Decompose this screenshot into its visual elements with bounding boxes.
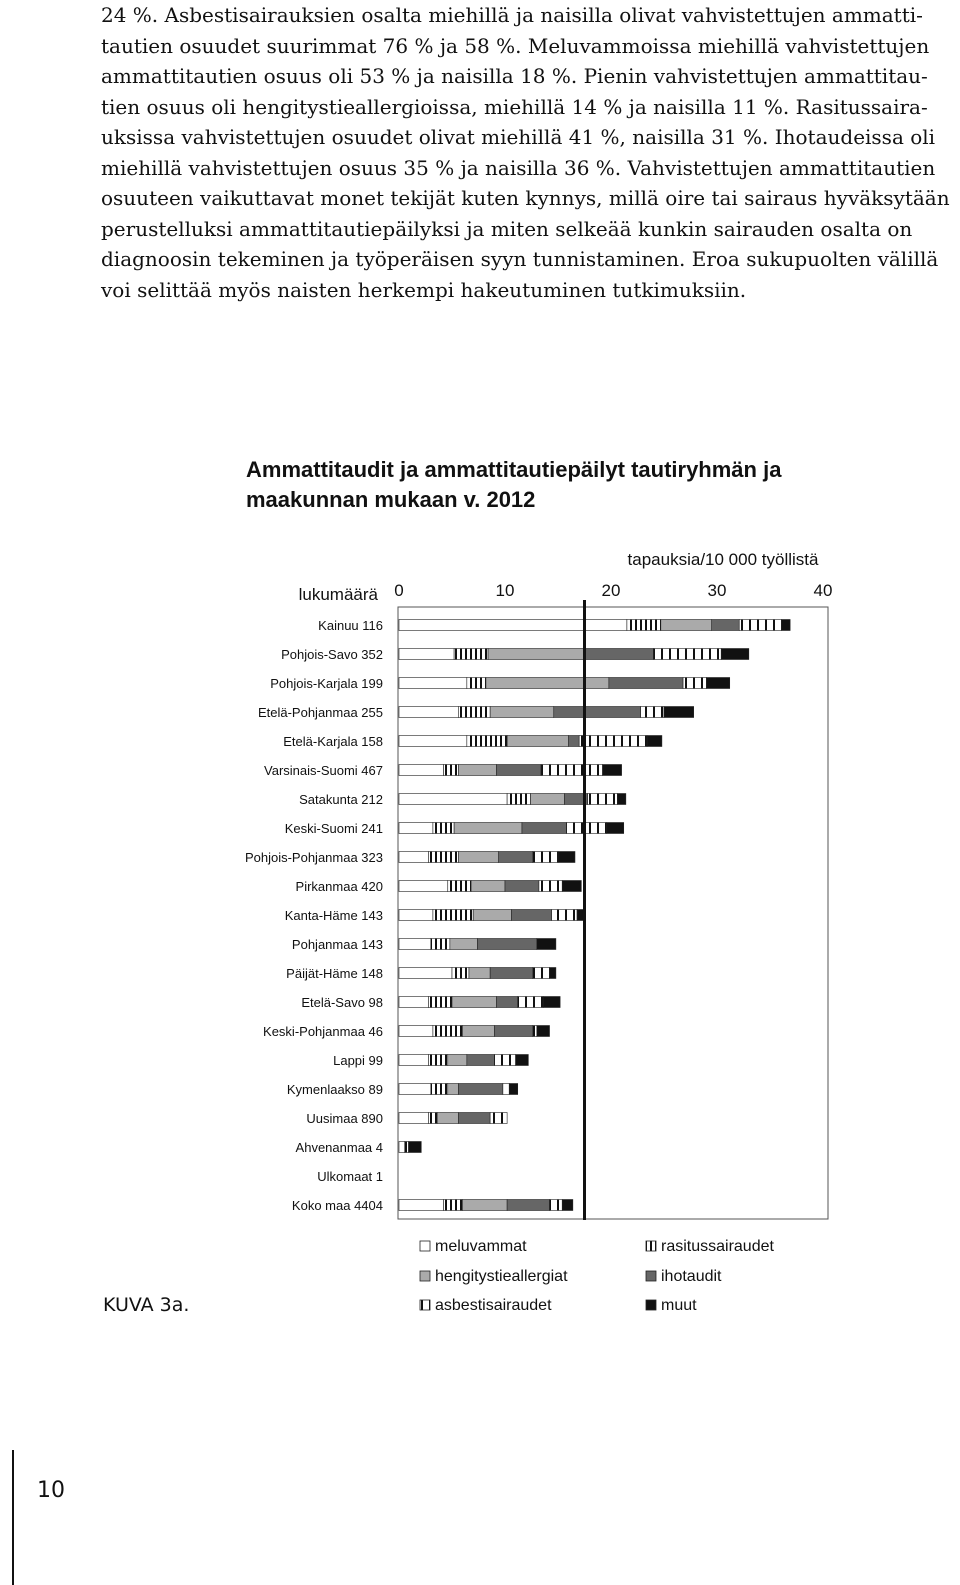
bar-segment-rasitussairaudet (448, 881, 471, 892)
bar-segment-asbestisairaudet (533, 1026, 537, 1037)
bar-segment-muut (721, 649, 749, 660)
category-label: Pirkanmaa 420 (295, 879, 383, 894)
category-label: Kymenlaakso 89 (286, 1082, 383, 1097)
bar-segment-meluvammat (399, 852, 429, 863)
category-label: Kanta-Häme 143 (284, 908, 383, 923)
bar-segment-hengitystieallergiat (448, 1084, 459, 1095)
bar-segment-muut (537, 939, 556, 950)
category-label: Pohjois-Savo 352 (281, 647, 383, 662)
bar-segment-muut (782, 620, 790, 631)
x-tick-label: 20 (601, 581, 621, 600)
bar-segment-meluvammat (399, 968, 452, 979)
bar-segment-hengitystieallergiat (507, 736, 568, 747)
body-line: 24 %. Asbestisairauksien osalta miehillä ja naisilla olivat vahvistettujen ammatti- (101, 3, 923, 27)
bar-segment-rasitussairaudet (433, 1026, 463, 1037)
category-label: Ahvenanmaa 4 (295, 1140, 383, 1155)
bar-segment-asbestisairaudet (541, 765, 602, 776)
category-label: Uusimaa 890 (306, 1111, 383, 1126)
bar-segment-muut (558, 852, 575, 863)
category-label: Lappi 99 (333, 1053, 383, 1068)
bar-segment-rasitussairaudet (444, 765, 459, 776)
category-label: Etelä-Karjala 158 (283, 734, 383, 749)
body-line: uksissa vahvistettujen osuudet olivat miehillä 41 %, naisilla 31 %. Ihotaudeissa oli (101, 125, 936, 149)
bar-segment-ihotaudit (467, 1055, 495, 1066)
bar-segment-meluvammat (399, 794, 507, 805)
legend-label-meluvammat: meluvammat (435, 1238, 527, 1255)
bar-segment-rasitussairaudet (627, 620, 661, 631)
bar-segment-muut (706, 678, 729, 689)
bar-segment-hengitystieallergiat (473, 910, 511, 921)
bar-segment-ihotaudit (458, 1084, 503, 1095)
bar-segment-rasitussairaudet (433, 823, 454, 834)
bar-segment-hengitystieallergiat (463, 1026, 495, 1037)
bar-segment-meluvammat (399, 1026, 433, 1037)
bar-segment-ihotaudit (505, 881, 539, 892)
bar-segment-asbestisairaudet (588, 794, 618, 805)
bar-segment-asbestisairaudet (566, 823, 606, 834)
category-label: Pohjanmaa 143 (291, 937, 383, 952)
bar-segment-ihotaudit (507, 1200, 549, 1211)
bar-segment-asbestisairaudet (533, 852, 558, 863)
bar-segment-meluvammat (399, 1084, 431, 1095)
x-tick-label: 40 (813, 581, 833, 600)
chart-legend (420, 1238, 775, 1314)
chart-title: Ammattitaudit ja ammattitautiepäilyt tautiryhmän ja maakunnan mukaan v. 2012 (246, 457, 782, 512)
bar-segment-hengitystieallergiat (490, 707, 554, 718)
body-line: miehillä vahvistettujen osuus 35 % ja naisilla 36 %. Vahvistettujen ammattitautien (101, 155, 936, 180)
body-line: ammattitautien osuus oli 53 % ja naisilla 18 %. Pienin vahvistettujen ammattitau- (101, 64, 928, 88)
x-tick-label: 0 (394, 581, 404, 600)
bar-segment-hengitystieallergiat (486, 678, 609, 689)
body-line: diagnoosin tekeminen ja työperäisen syyn tunnistaminen. Eroa sukupuolten välillä (101, 247, 939, 271)
bar-segment-hengitystieallergiat (488, 649, 583, 660)
bar-segment-ihotaudit (477, 939, 536, 950)
bar-segment-meluvammat (399, 1113, 429, 1124)
category-label: Etelä-Pohjanmaa 255 (257, 705, 383, 720)
legend-label-ihotaudit: ihotaudit (661, 1268, 722, 1285)
x-tick-label: 30 (707, 581, 727, 600)
bar-segment-ihotaudit (554, 707, 641, 718)
figure-caption: KUVA 3a. (103, 1294, 190, 1316)
bar-segment-rasitussairaudet (404, 1142, 408, 1153)
bar-segment-ihotaudit (499, 852, 533, 863)
bar-segment-hengitystieallergiat (452, 997, 497, 1008)
bar-segment-hengitystieallergiat (463, 1200, 508, 1211)
body-line: tautien osuudet suurimmat 76 % ja 58 %. Meluvammoissa miehillä vahvistettujen (101, 33, 930, 58)
category-label: Ulkomaat 1 (317, 1169, 383, 1184)
bar-segment-muut (603, 765, 622, 776)
bar-segment-meluvammat (399, 1200, 444, 1211)
category-label: Etelä-Savo 98 (301, 995, 383, 1010)
bar-segment-rasitussairaudet (467, 678, 486, 689)
bar-segment-asbestisairaudet (518, 997, 543, 1008)
bar-segment-ihotaudit (583, 649, 653, 660)
bar-segment-asbestisairaudet (539, 881, 562, 892)
bar-segment-hengitystieallergiat (458, 852, 498, 863)
bar-segment-ihotaudit (497, 765, 542, 776)
bar-segment-rasitussairaudet (458, 707, 490, 718)
legend-swatch-asbestisairaudet (420, 1300, 430, 1310)
bar-segment-meluvammat (399, 881, 448, 892)
bar-segment-meluvammat (399, 910, 433, 921)
bar-segment-asbestisairaudet (739, 620, 781, 631)
legend-swatch-hengitystieallergiat (420, 1271, 430, 1281)
legend-swatch-muut (646, 1300, 656, 1310)
bar-segment-ihotaudit (609, 678, 683, 689)
bar-segment-meluvammat (399, 649, 454, 660)
bar-segment-muut (516, 1055, 529, 1066)
bar-segment-hengitystieallergiat (469, 968, 490, 979)
bar-segment-asbestisairaudet (490, 1113, 507, 1124)
category-label: Satakunta 212 (299, 792, 383, 807)
bar-segment-muut (543, 997, 560, 1008)
bar-segment-meluvammat (399, 823, 433, 834)
bar-segment-asbestisairaudet (653, 649, 721, 660)
bar-segment-rasitussairaudet (431, 1084, 448, 1095)
bar-segment-ihotaudit (458, 1113, 490, 1124)
bar-segment-muut (409, 1142, 422, 1153)
bar-segment-meluvammat (399, 620, 627, 631)
bar-segment-ihotaudit (497, 997, 518, 1008)
bar-segment-muut (550, 968, 556, 979)
bar-segment-hengitystieallergiat (530, 794, 564, 805)
body-line: voi selittää myös naisten herkempi hakeutuminen tutkimuksiin. (101, 277, 747, 302)
legend-swatch-ihotaudit (646, 1271, 656, 1281)
bar-segment-meluvammat (399, 736, 467, 747)
category-label: Keski-Pohjanmaa 46 (263, 1024, 383, 1039)
bar-segment-hengitystieallergiat (450, 939, 478, 950)
bar-segment-meluvammat (399, 1142, 404, 1153)
bar-segment-ihotaudit (522, 823, 567, 834)
bar-segment-rasitussairaudet (431, 939, 450, 950)
bar-segment-ihotaudit (712, 620, 740, 631)
category-label: Varsinais-Suomi 467 (264, 763, 383, 778)
bar-segment-asbestisairaudet (550, 1200, 563, 1211)
bar-segment-rasitussairaudet (444, 1200, 463, 1211)
bar-segment-hengitystieallergiat (437, 1113, 458, 1124)
bar-segment-rasitussairaudet (429, 1055, 448, 1066)
x-axis-label: tapauksia/10 000 työllistä (627, 550, 819, 569)
bar-segment-asbestisairaudet (683, 678, 706, 689)
bar-segment-rasitussairaudet (507, 794, 530, 805)
bar-segment-muut (537, 1026, 550, 1037)
bar-segment-meluvammat (399, 678, 467, 689)
bar-segment-asbestisairaudet (503, 1084, 509, 1095)
bar-segment-rasitussairaudet (429, 1113, 437, 1124)
legend-label-rasitussairaudet: rasitussairaudet (661, 1238, 774, 1255)
bar-segment-asbestisairaudet (579, 736, 647, 747)
bar-segment-meluvammat (399, 1055, 429, 1066)
bar-segment-ihotaudit (494, 1026, 532, 1037)
bar-segment-rasitussairaudet (467, 736, 507, 747)
bar-segment-asbestisairaudet (552, 910, 577, 921)
category-axis-label: lukumäärä (298, 585, 378, 604)
bar-segment-meluvammat (399, 765, 444, 776)
legend-label-hengitystieallergiat: hengitystieallergiat (435, 1268, 568, 1285)
body-line: perustelluksi ammattitautiepäilyksi ja miten selkeää kunkin sairauden osalta on (101, 216, 913, 241)
category-label: Pohjois-Pohjanmaa 323 (244, 850, 383, 865)
legend-swatch-rasitussairaudet (646, 1241, 656, 1251)
legend-swatch-meluvammat (420, 1241, 430, 1251)
bar-segment-muut (607, 823, 624, 834)
bar-segment-asbestisairaudet (494, 1055, 515, 1066)
category-label: Keski-Suomi 241 (284, 821, 383, 836)
legend-label-muut: muut (661, 1297, 697, 1314)
category-label: Pohjois-Karjala 199 (270, 676, 383, 691)
bar-segment-hengitystieallergiat (661, 620, 712, 631)
bar-segment-asbestisairaudet (641, 707, 664, 718)
bar-segment-hengitystieallergiat (448, 1055, 467, 1066)
bar-segment-hengitystieallergiat (471, 881, 505, 892)
page-margin-rule (12, 1450, 14, 1585)
bar-segment-ihotaudit (511, 910, 551, 921)
bar-segment-muut (617, 794, 625, 805)
legend-label-asbestisairaudet: asbestisairaudet (435, 1297, 552, 1314)
bar-segment-hengitystieallergiat (458, 765, 496, 776)
bar-segment-ihotaudit (569, 736, 580, 747)
bar-segment-rasitussairaudet (452, 968, 469, 979)
bar-segment-rasitussairaudet (433, 910, 473, 921)
body-line: tien osuus oli hengitystieallergioissa, miehillä 14 % ja naisilla 11 %. Rasitussaira- (101, 94, 928, 119)
bar-segment-muut (664, 707, 694, 718)
bar-segment-meluvammat (399, 939, 431, 950)
bar-segment-rasitussairaudet (429, 852, 459, 863)
bar-segment-rasitussairaudet (454, 649, 488, 660)
bar-segment-ihotaudit (490, 968, 532, 979)
bar-segment-asbestisairaudet (533, 968, 550, 979)
bar-segment-muut (562, 1200, 573, 1211)
bar-segment-meluvammat (399, 707, 458, 718)
category-label: Koko maa 4404 (291, 1198, 383, 1213)
x-tick-label: 10 (495, 581, 515, 600)
bar-segment-muut (509, 1084, 517, 1095)
page-number: 10 (37, 1478, 65, 1503)
body-line: osuuteen vaikuttavat monet tekijät kuten kynnys, millä oire tai sairaus hyväksytään (101, 186, 950, 210)
category-label: Kainuu 116 (318, 618, 383, 633)
category-label: Päijät-Häme 148 (286, 966, 383, 981)
bar-segment-rasitussairaudet (429, 997, 452, 1008)
bar-segment-meluvammat (399, 997, 429, 1008)
bar-segment-muut (647, 736, 662, 747)
bar-segment-muut (562, 881, 581, 892)
bar-segment-hengitystieallergiat (454, 823, 522, 834)
